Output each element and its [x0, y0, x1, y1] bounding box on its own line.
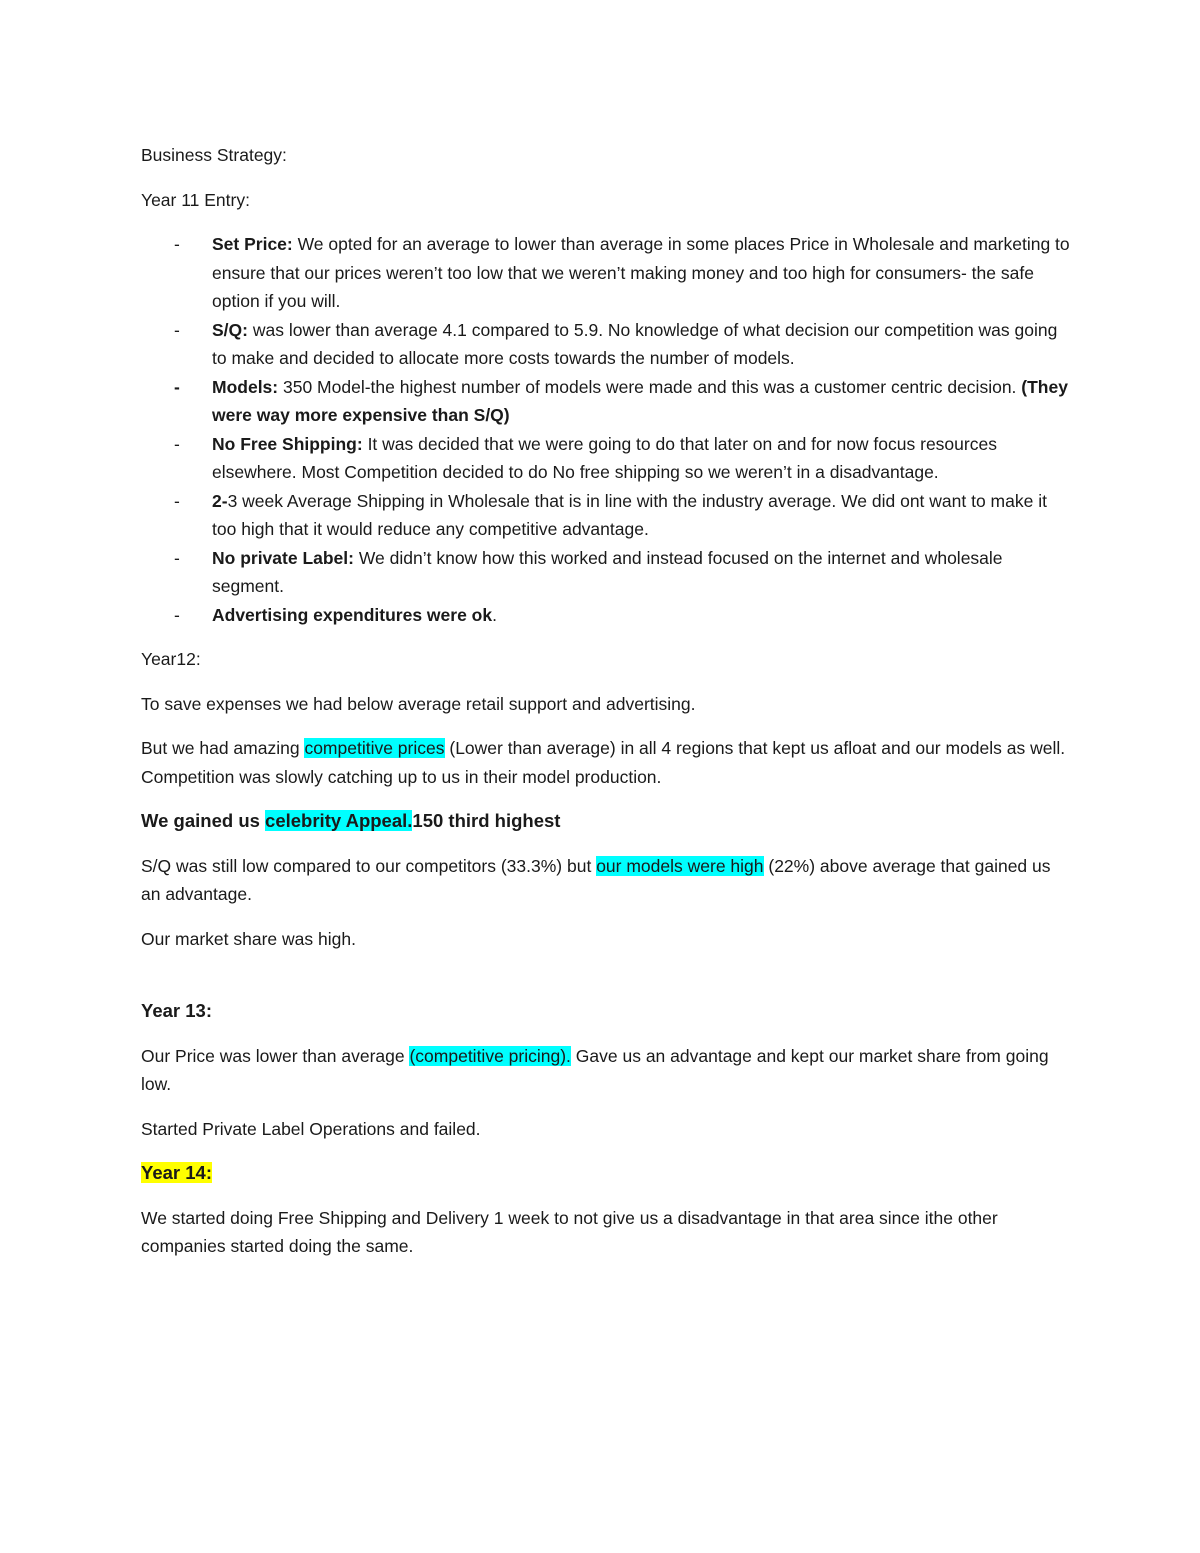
bullet-text: was lower than average 4.1 compared to 5.9. No knowledge of what decision our competition was going to make and decided to allocate more costs towards the number of models.	[212, 319, 1058, 368]
bullet-no-private-label	[141, 544, 1071, 601]
bullet-label: No Free Shipping:	[212, 433, 363, 454]
bullet-dash: -	[174, 547, 180, 568]
text-run: (22%) above average that gained us an advantage.	[141, 855, 1051, 904]
highlight-year14: Year 14:	[141, 1162, 212, 1183]
bullet-no-free-shipping	[141, 430, 1071, 487]
year13-paragraph-price	[141, 1042, 1071, 1099]
year12-paragraph-expenses: To save expenses we had below average retail support and advertising.	[141, 693, 696, 714]
year13-paragraph-private-label: Started Private Label Operations and failed.	[141, 1118, 481, 1139]
bullet-label: Set Price:	[212, 234, 293, 254]
year14-heading	[141, 1159, 1071, 1188]
document-body	[141, 141, 1071, 1277]
text-run: Gave us an advantage and kept our market share from going low.	[141, 1045, 1049, 1094]
highlight-models-high: our models were high	[596, 855, 764, 876]
text-run: (Lower than average) in all 4 regions that kept us afloat and our models as well. Competition was slowly catching up to us in their model production.	[141, 738, 1066, 787]
text-run: Our Price was lower than average	[141, 1045, 410, 1066]
highlight-competitive-pricing: (competitive pricing).	[409, 1045, 571, 1066]
bullet-dash: -	[174, 319, 180, 340]
bullet-text: 350 Model-the highest number of models were made and this was a customer centric decision.	[278, 376, 1022, 397]
year12-heading: Year12:	[141, 649, 201, 669]
bullet-label: Models:	[212, 376, 279, 397]
bullet-dash: -	[174, 376, 180, 397]
year14-paragraph-shipping: We started doing Free Shipping and Delivery 1 week to not give us a disadvantage in that area since ithe other companies started doing the same.	[141, 1207, 998, 1256]
highlight-celebrity-appeal: celebrity Appeal.	[265, 810, 413, 831]
year12-paragraph-market-share: Our market share was high.	[141, 928, 356, 949]
document-title: Business Strategy:	[141, 145, 287, 165]
year13-heading: Year 13:	[141, 1000, 212, 1021]
bullet-text: .	[492, 604, 497, 625]
bullet-label: 2-	[212, 490, 228, 511]
highlight-competitive-prices: competitive prices	[304, 738, 445, 758]
year11-bullet-list	[141, 230, 1071, 629]
year11-heading: Year 11 Entry:	[141, 189, 250, 210]
text-run: We gained us	[141, 810, 266, 831]
bullet-text: We didn’t know how this worked and instead focused on the internet and wholesale segment.	[212, 547, 1003, 596]
bullet-label: S/Q:	[212, 319, 248, 340]
bullet-models	[141, 373, 1071, 430]
bullet-shipping-weeks	[141, 487, 1071, 544]
bullet-set-price	[141, 230, 1071, 316]
bullet-label: No private Label:	[212, 547, 354, 568]
bullet-label: Advertising expenditures were ok	[212, 604, 493, 625]
bullet-bold-tail: (They were way more expensive than S/Q)	[212, 376, 1068, 425]
year12-paragraph-sq	[141, 852, 1071, 909]
text-run: 150 third highest	[412, 810, 561, 831]
bullet-text: We opted for an average to lower than average in some places Price in Wholesale and marketing to ensure that our prices weren’t too low that we weren’t making money and too high for consumers- the safe option if you will.	[212, 234, 1070, 311]
text-run: But we had amazing	[141, 738, 305, 758]
bullet-text: It was decided that we were going to do that later on and for now focus resources elsewhere. Most Competition decided to do No free shipping so we weren’t in a disadvantage.	[212, 433, 997, 482]
bullet-dash: -	[174, 433, 180, 454]
bullet-sq	[141, 316, 1071, 373]
bullet-text: 3 week Average Shipping in Wholesale that is in line with the industry average. We did ont want to make it too high that it would reduce any competitive advantage.	[212, 490, 1047, 539]
year12-paragraph-celebrity	[141, 807, 1071, 836]
bullet-dash: -	[174, 234, 180, 254]
bullet-dash: -	[174, 604, 180, 625]
bullet-dash: -	[174, 490, 180, 511]
year12-paragraph-prices	[141, 734, 1071, 791]
blank-line	[141, 969, 1071, 997]
bullet-advertising	[141, 601, 1071, 630]
text-run: S/Q was still low compared to our competitors (33.3%) but	[141, 855, 597, 876]
